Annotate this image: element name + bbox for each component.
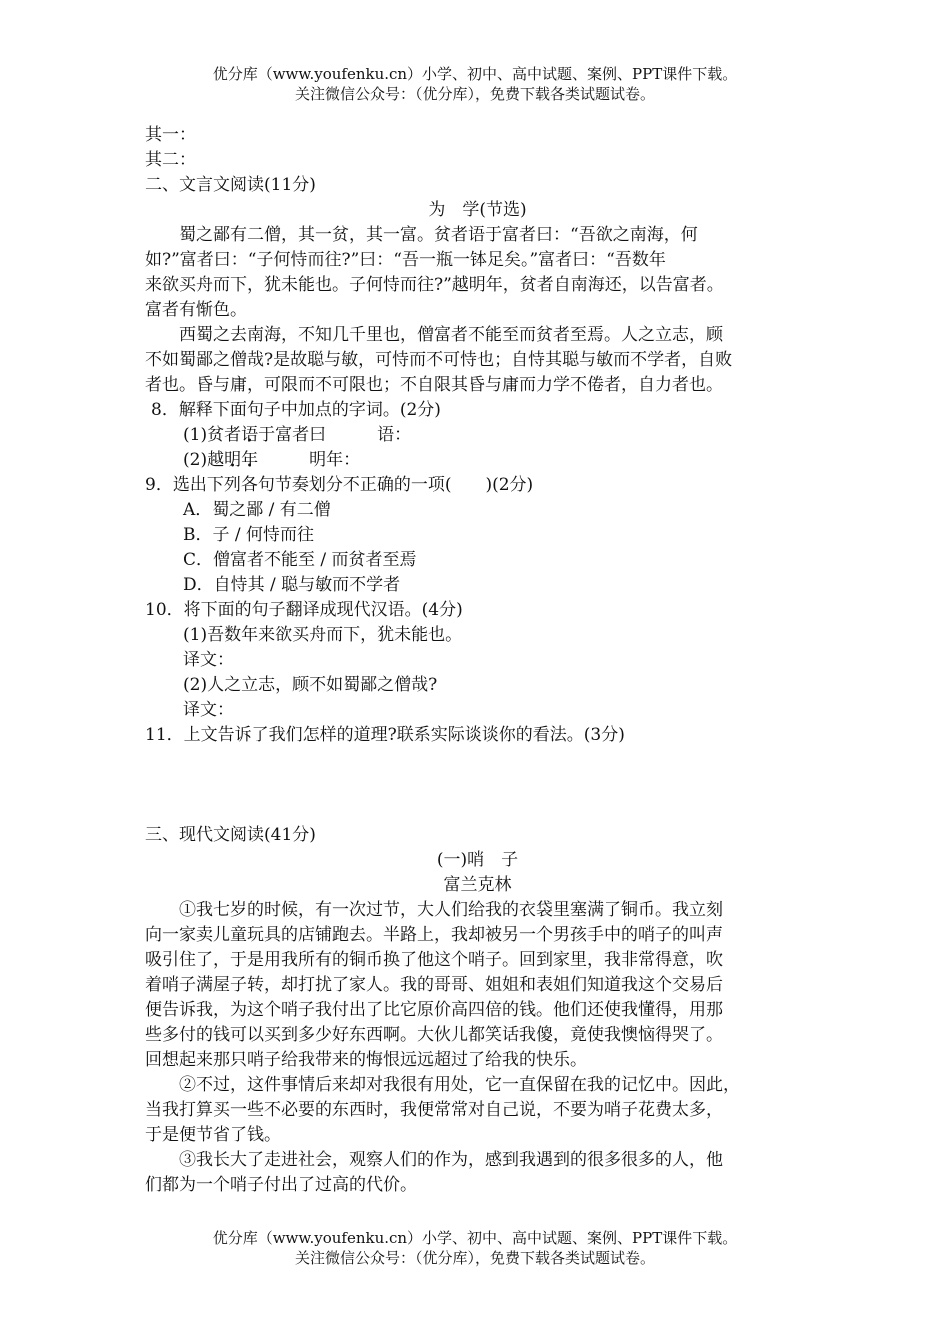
question-9-option-a: A．蜀之鄙 / 有二僧 — [183, 500, 331, 520]
document-body — [145, 123, 810, 1198]
text-line: 吸引住了，于是用我所有的铜币换了他这个哨子。回到家里，我非常得意，吹 — [145, 950, 723, 970]
question-11: 11．上文告诉了我们怎样的道理?联系实际谈谈你的看法。(3分) — [145, 725, 625, 745]
answer-line-2: 其二： — [145, 150, 196, 170]
footer-line-1: 优分库（www.youfenku.cn）小学、初中、高中试题、案例、PPT课件下载。 — [212, 1229, 738, 1247]
question-10-answer-1: 译文： — [183, 650, 234, 670]
text-line: 蜀之鄙有二僧，其一贫，其一富。贫者语于富者曰：“吾欲之南海，何 — [145, 225, 698, 245]
text-line: 来欲买舟而下，犹未能也。子何恃而往?”越明年，贫者自南海还，以告富者。 — [145, 275, 724, 295]
text-line: ②不过，这件事情后来却对我很有用处，它一直保留在我的记忆中。因此， — [145, 1075, 740, 1095]
question-8-item-1 — [145, 423, 810, 448]
text-line: 些多付的钱可以买到多少好东西啊。大伙儿都笑话我傻，竟使我懊恼得哭了。 — [145, 1025, 723, 1045]
section-2-heading: 二、文言文阅读(11分) — [145, 175, 316, 195]
question-9-option-b: B．子 / 何恃而往 — [183, 525, 315, 545]
question-9-option-d: D．自恃其 / 聪与敏而不学者 — [183, 575, 401, 595]
section-3-author: 富兰克林 — [443, 875, 512, 895]
text-line: 如?”富者曰：“子何恃而往?”曰：“吾一瓶一钵足矣。”富者曰：“吾数年 — [145, 250, 666, 270]
question-10-item-1: (1)吾数年来欲买舟而下，犹未能也。 — [183, 625, 463, 645]
section-3-title: (一)哨 子 — [436, 850, 519, 870]
q8-2-post: 明年： — [258, 450, 361, 470]
classical-paragraph-1 — [145, 223, 810, 323]
modern-paragraph-1 — [145, 898, 810, 1073]
text-line: ③我长大了走进社会，观察人们的作为，感到我遇到的很多很多的人，他 — [145, 1150, 723, 1170]
q8-1-pre: (1)贫者 — [183, 425, 242, 445]
dotted-char: 语 — [241, 425, 259, 445]
header-line-1: 优分库（www.youfenku.cn）小学、初中、高中试题、案例、PPT课件下载。 — [212, 65, 738, 83]
text-line: 回想起来那只哨子给我带来的悔恨远远超过了给我的快乐。 — [145, 1050, 587, 1070]
answer-line-1: 其一： — [145, 125, 196, 145]
footer-line-2: 关注微信公众号：（优分库），免费下载各类试题试卷。 — [294, 1249, 655, 1267]
question-10-item-2: (2)人之立志，顾不如蜀鄙之僧哉? — [183, 675, 438, 695]
text-line: 们都为一个哨子付出了过高的代价。 — [145, 1175, 417, 1195]
modern-paragraph-2 — [145, 1073, 810, 1148]
question-8-item-2 — [145, 448, 810, 473]
page-header — [0, 64, 950, 104]
text-line: 西蜀之去南海，不知几千里也，僧富者不能至而贫者至焉。人之立志，顾 — [145, 325, 723, 345]
classical-paragraph-2 — [145, 323, 810, 398]
section-3-heading: 三、现代文阅读(41分) — [145, 825, 316, 845]
text-line: 于是便节省了钱。 — [145, 1125, 281, 1145]
q8-1-post: 于富者曰 语： — [258, 425, 412, 445]
section-2-title: 为 学(节选) — [428, 200, 527, 220]
text-line: 便告诉我，为这个哨子我付出了比它原价高四倍的钱。他们还使我懂得，用那 — [145, 1000, 723, 1020]
text-line: 向一家卖儿童玩具的店铺跑去。半路上，我却被另一个男孩手中的哨子的叫声 — [145, 925, 723, 945]
text-line: 当我打算买一些不必要的东西时，我便常常对自己说，不要为哨子花费太多， — [145, 1100, 723, 1120]
question-10-answer-2: 译文： — [183, 700, 234, 720]
modern-paragraph-3 — [145, 1148, 810, 1198]
text-line: ①我七岁的时候，有一次过节，大人们给我的衣袋里塞满了铜币。我立刻 — [145, 900, 723, 920]
answer-space — [145, 748, 810, 823]
page-footer — [0, 1228, 950, 1268]
text-line: 者也。昏与庸，可限而不可限也；不自限其昏与庸而力学不倦者，自力者也。 — [145, 375, 723, 395]
q8-2-pre: (2)越 — [183, 450, 225, 470]
text-line: 不如蜀鄙之僧哉?是故聪与敏，可恃而不可恃也；自恃其聪与敏而不学者，自败 — [145, 350, 733, 370]
text-line: 富者有惭色。 — [145, 300, 247, 320]
header-line-2: 关注微信公众号：（优分库），免费下载各类试题试卷。 — [294, 85, 655, 103]
question-9-option-c: C．僧富者不能至 / 而贫者至焉 — [183, 550, 417, 570]
dotted-char: 明 — [224, 450, 242, 470]
question-8: 8．解释下面句子中加点的字词。(2分) — [151, 400, 441, 420]
question-9: 9．选出下列各句节奏划分不正确的一项( )(2分) — [145, 475, 534, 495]
text-line: 着哨子满屋子转，却打扰了家人。我的哥哥、姐姐和表姐们知道我这个交易后 — [145, 975, 723, 995]
question-10: 10．将下面的句子翻译成现代汉语。(4分) — [145, 600, 463, 620]
dotted-char: 年 — [241, 450, 259, 470]
